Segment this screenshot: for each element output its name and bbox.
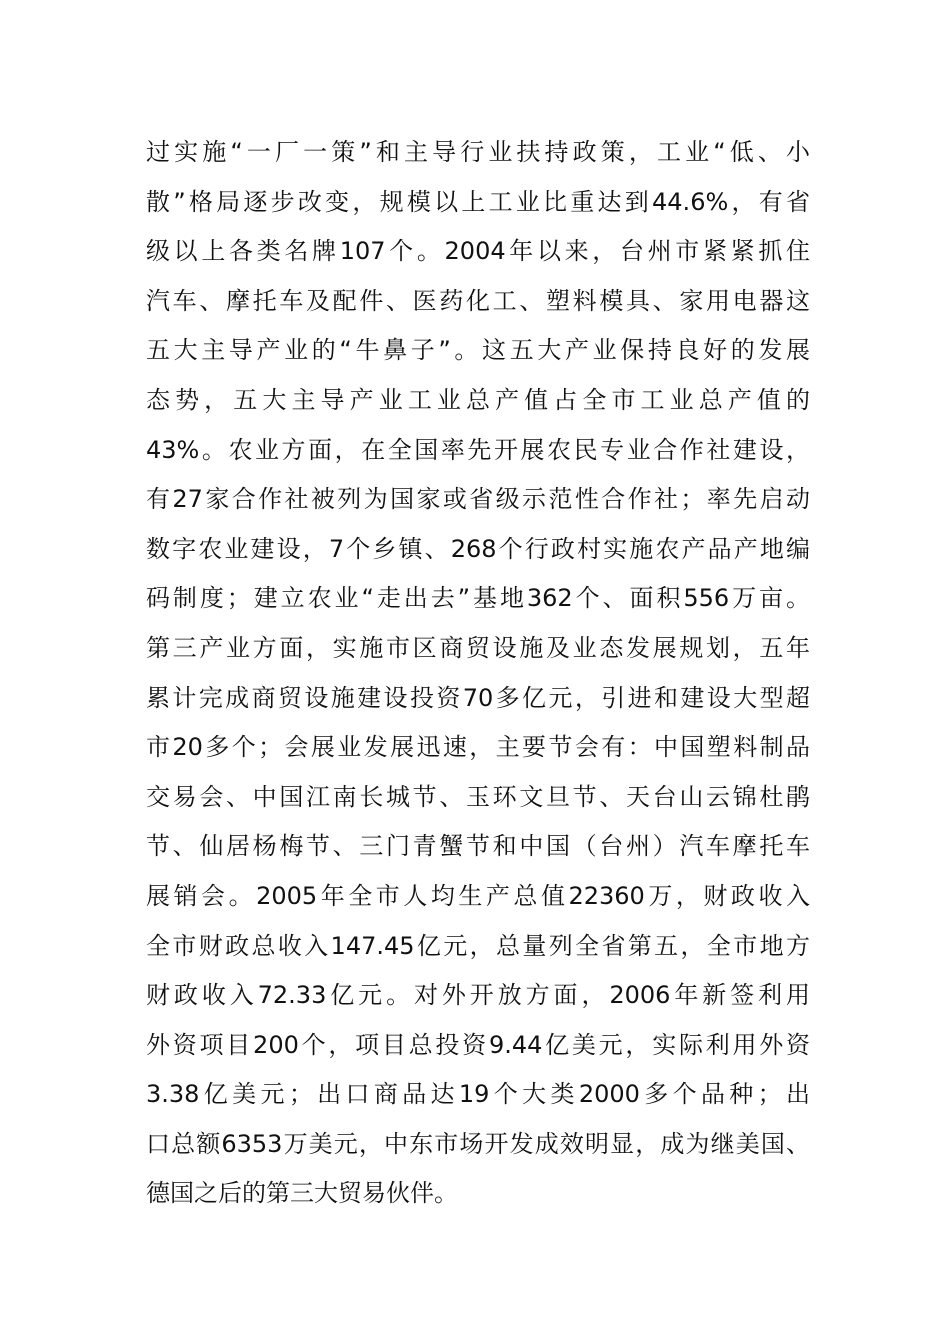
text-line: 节、仙居杨梅节、三门青蟹节和中国（台州）汽车摩托车 <box>146 832 810 861</box>
text-line: 交易会、中国江南长城节、玉环文旦节、天台山云锦杜鹃 <box>146 782 810 811</box>
text-line: 市20多个；会展业发展迅速，主要节会有：中国塑料制品 <box>146 733 810 762</box>
text-line: 43%。农业方面，在全国率先开展农民专业合作社建设， <box>146 435 810 464</box>
text-line: 第三产业方面，实施市区商贸设施及业态发展规划，五年 <box>146 633 810 662</box>
text-line: 德国之后的第三大贸易伙伴。 <box>146 1179 458 1208</box>
text-line: 散”格局逐步改变，规模以上工业比重达到44.6%，有省 <box>146 187 810 216</box>
text-line: 外资项目200个，项目总投资9.44亿美元，实际利用外资 <box>146 1030 810 1059</box>
text-line: 口总额6353万美元，中东市场开发成效明显，成为继美国、 <box>146 1129 810 1158</box>
text-line: 全市财政总收入147.45亿元，总量列全省第五，全市地方 <box>146 931 810 960</box>
text-line: 有27家合作社被列为国家或省级示范性合作社；率先启动 <box>146 485 810 514</box>
text-line: 五大主导产业的“牛鼻子”。这五大产业保持良好的发展 <box>146 336 810 365</box>
text-line: 态势，五大主导产业工业总产值占全市工业总产值的 <box>146 385 810 414</box>
text-line: 汽车、摩托车及配件、医药化工、塑料模具、家用电器这 <box>146 286 810 315</box>
text-line: 码制度；建立农业“走出去”基地362个、面积556万亩。 <box>146 584 810 613</box>
text-line: 财政收入72.33亿元。对外开放方面，2006年新签利用 <box>146 981 810 1010</box>
body-paragraph <box>146 128 810 1219</box>
text-line: 数字农业建设，7个乡镇、268个行政村实施农产品产地编 <box>146 534 810 563</box>
text-line: 3.38亿美元；出口商品达19个大类2000多个品种；出 <box>146 1080 810 1109</box>
text-line: 级以上各类名牌107个。2004年以来，台州市紧紧抓住 <box>146 237 810 266</box>
text-line: 过实施“一厂一策”和主导行业扶持政策，工业“低、小 <box>146 138 810 166</box>
text-line: 累计完成商贸设施建设投资70多亿元，引进和建设大型超 <box>146 683 810 712</box>
text-line: 展销会。2005年全市人均生产总值22360万，财政收入 <box>146 881 810 910</box>
